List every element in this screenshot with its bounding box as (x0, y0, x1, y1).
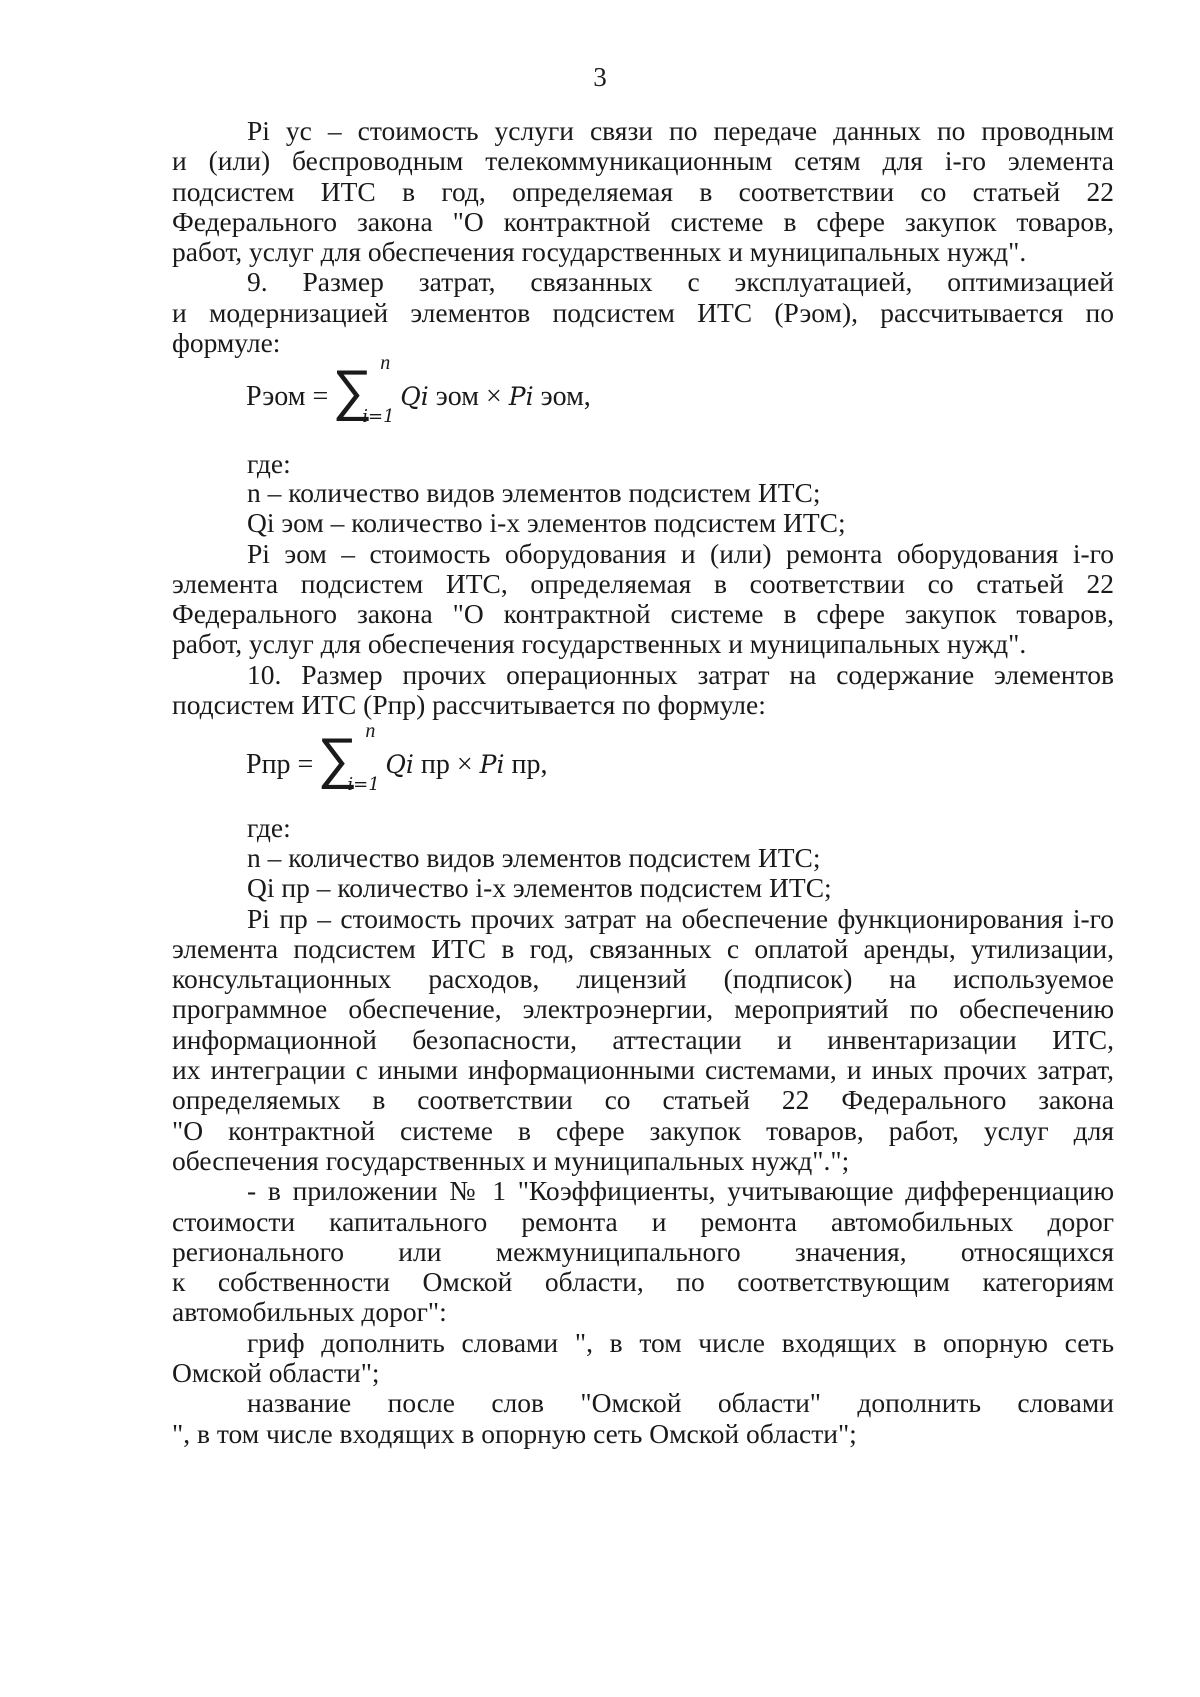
formula-lhs: Рэом = (246, 381, 329, 412)
paragraph-block-1 (172, 116, 1114, 358)
text-line: Омской области"; (172, 1358, 380, 1389)
formula-rpr (246, 720, 548, 800)
text-line: Федерального закона "О контрактной системе в сфере закупок товаров, (172, 206, 1114, 237)
text-line: формуле: (172, 328, 281, 359)
summation-sign: ∑ n i=1 (317, 720, 380, 795)
text-line: 10. Размер прочих операционных затрат на содержание элементов (247, 659, 1114, 690)
where-label: где: (247, 812, 291, 843)
text-line: гриф дополнить словами ", в том числе входящих в опорную сеть (247, 1327, 1114, 1358)
text-line: и (или) беспроводным телекоммуникационным сетям для i-го элемента (172, 146, 1114, 177)
text-line: - в приложении № 1 "Коэффициенты, учитывающие дифференциацию (247, 1176, 1114, 1207)
text-line: стоимости капитального ремонта и ремонта автомобильных дорог (172, 1206, 1114, 1237)
sum-upper-limit: n (365, 720, 376, 742)
text-line: их интеграции с иными информационными системами, и иных прочих затрат, (172, 1055, 1114, 1086)
text-line: определяемых в соответствии со статьей 22 Федерального закона (172, 1085, 1114, 1116)
formula-body (392, 381, 591, 413)
formula-p-subscript: пр, (504, 749, 548, 780)
text-line: Qi эом – количество i-х элементов подсистем ИТС; (247, 508, 846, 539)
text-line: работ, услуг для обеспечения государственных и муниципальных нужд". (172, 629, 1027, 660)
sum-lower-limit: i=1 (362, 406, 395, 427)
text-line: ", в том числе входящих в опорную сеть Омской области"; (172, 1418, 857, 1449)
formula-body (377, 749, 547, 781)
text-line: n – количество видов элементов подсистем ИТС; (247, 478, 821, 508)
text-line: n – количество видов элементов подсистем ИТС; (247, 843, 821, 873)
paragraph-block-2 (172, 478, 1114, 720)
text-line: информационной безопасности, аттестации и инвентаризации ИТС, (172, 1024, 1114, 1055)
text-line: подсистем ИТС в год, определяемая в соответствии со статьей 22 (172, 176, 1114, 207)
text-line: автомобильных дорог": (172, 1297, 447, 1328)
text-line: элемента подсистем ИТС, определяемая в соответствии со статьей 22 (172, 568, 1114, 599)
where-label: где: (247, 448, 291, 479)
formula-reom (246, 352, 591, 432)
formula-q-subscript: эом × (428, 381, 509, 412)
text-line: название после слов "Омской области" дополнить словами (247, 1388, 1114, 1419)
formula-p: Pi (508, 382, 534, 411)
formula-q: Qi (385, 750, 414, 779)
formula-q-subscript: пр × (413, 749, 480, 780)
text-line: консультационных расходов, лицензий (подписок) на используемое (172, 964, 1114, 995)
text-line: элемента подсистем ИТС в год, связанных с оплатой аренды, утилизации, (172, 933, 1114, 964)
text-line: Pi эом – стоимость оборудования и (или) ремонта оборудования i-го (247, 538, 1114, 569)
text-line: работ, услуг для обеспечения государственных и муниципальных нужд". (172, 237, 1027, 268)
text-line: подсистем ИТС (Рпр) рассчитывается по формуле: (172, 690, 766, 721)
text-line: Pi ус – стоимость услуги связи по передаче данных по проводным (247, 116, 1114, 146)
text-line: Qi пр – количество i-х элементов подсистем ИТС; (247, 873, 832, 904)
text-line: программное обеспечение, электроэнергии, мероприятий по обеспечению (172, 994, 1114, 1025)
page-number: 3 (593, 62, 607, 92)
text-line: обеспечения государственных и муниципальных нужд"."; (172, 1145, 850, 1176)
text-line: Федерального закона "О контрактной системе в сфере закупок товаров, (172, 599, 1114, 630)
formula-p: Pi (479, 750, 505, 779)
text-line: "О контрактной системе в сфере закупок товаров, работ, услуг для (172, 1115, 1114, 1146)
paragraph-block-3 (172, 843, 1114, 1449)
text-line: регионального или межмуниципального значения, относящихся (172, 1236, 1114, 1267)
formula-p-subscript: эом, (533, 381, 591, 412)
text-line: Pi пр – стоимость прочих затрат на обеспечение функционирования i-го (247, 903, 1114, 934)
formula-q: Qi (400, 382, 429, 411)
text-line: и модернизацией элементов подсистем ИТС (Рэом), рассчитывается по (172, 297, 1114, 328)
text-line: 9. Размер затрат, связанных с эксплуатацией, оптимизацией (247, 267, 1114, 298)
sum-upper-limit: n (380, 352, 391, 374)
summation-sign: ∑ n i=1 (332, 352, 395, 427)
text-line: к собственности Омской области, по соответствующим категориям (172, 1267, 1114, 1298)
formula-lhs: Рпр = (246, 749, 314, 780)
sum-lower-limit: i=1 (347, 774, 380, 795)
